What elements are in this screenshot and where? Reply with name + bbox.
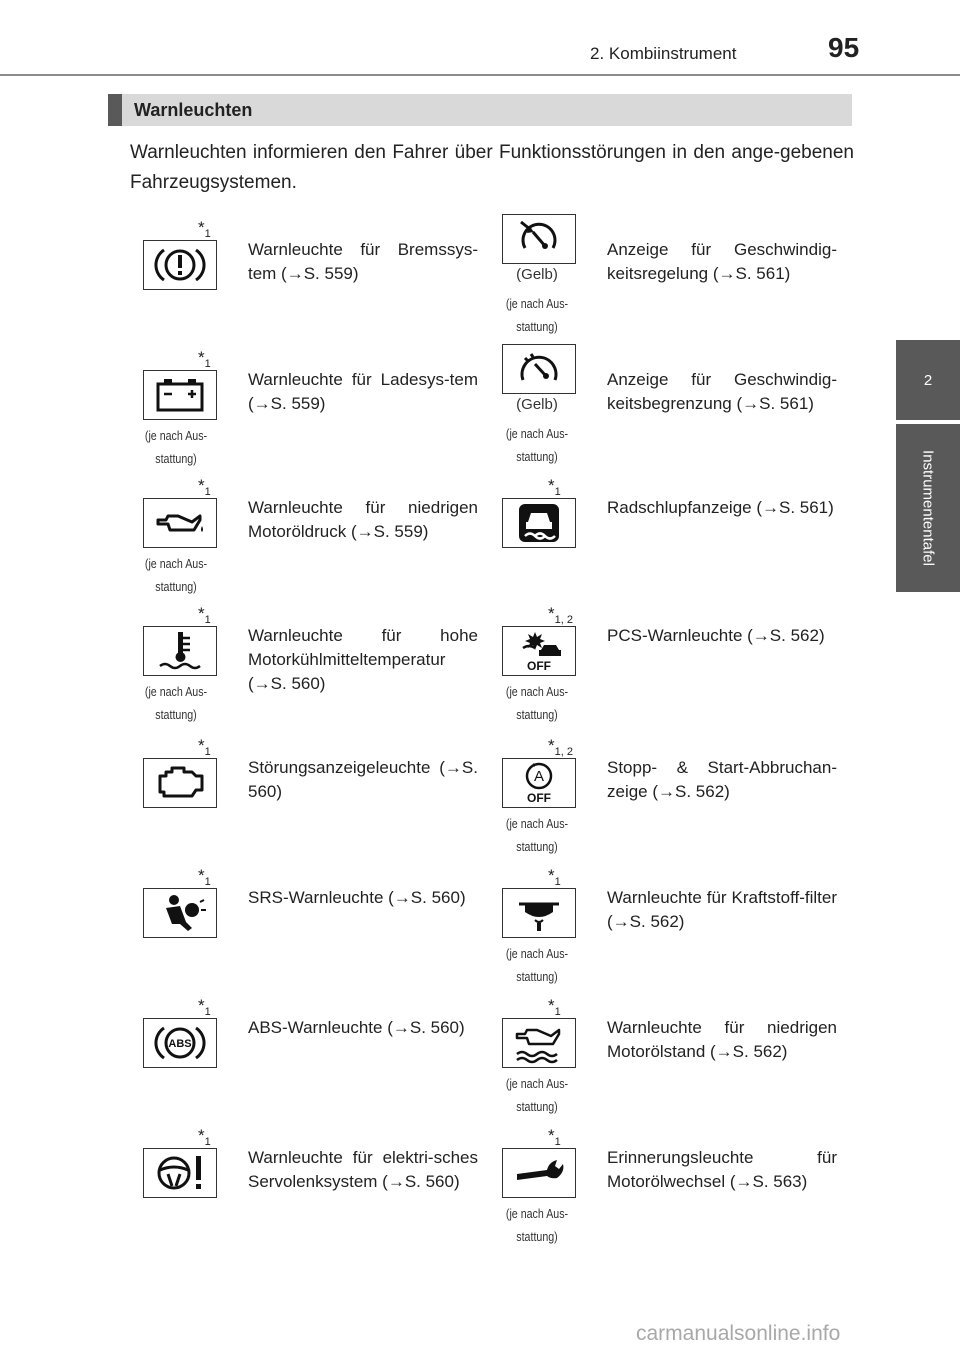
- warning-light-description: SRS-Warnleuchte (→S. 560): [248, 888, 466, 907]
- slip-indicator-icon-glyph: [511, 502, 567, 544]
- footnote-marker: [198, 218, 211, 238]
- footnote-star: *: [548, 476, 555, 495]
- warning-light-row: [0, 340, 896, 468]
- footnote-number: 1: [554, 1136, 561, 1148]
- footnote-star: *: [198, 348, 205, 367]
- cruise-control-icon-glyph: [511, 218, 567, 260]
- warning-light-description: Anzeige für Geschwindig-keitsregelung (→S. 561): [607, 240, 837, 283]
- footnote-number: 1: [554, 876, 561, 888]
- stop-start-off-icon-glyph: [511, 762, 567, 804]
- svg-text:OFF: OFF: [527, 659, 551, 672]
- footnote-marker: [548, 866, 561, 886]
- abs-icon: [143, 1018, 217, 1068]
- brake-warning-icon: [143, 240, 217, 290]
- low-oil-level-icon: [502, 1018, 576, 1068]
- availability-note: (je nach Aus-stattung): [505, 1206, 569, 1244]
- availability-note: (je nach Aus-stattung): [505, 1076, 569, 1114]
- power-steering-icon: [143, 1148, 217, 1198]
- footnote-star: *: [548, 604, 555, 623]
- availability-note: (je nach Aus-stattung): [505, 816, 569, 854]
- availability-note: (je nach Aus-stattung): [144, 556, 208, 594]
- airbag-icon-glyph: [152, 892, 208, 934]
- warning-light-row: [0, 988, 896, 1116]
- color-note: (Gelb): [516, 266, 558, 283]
- svg-text:A: A: [533, 768, 545, 785]
- brake-warning-icon-glyph: [152, 244, 208, 286]
- speed-limiter-icon-glyph: [511, 348, 567, 390]
- slip-indicator-icon: [502, 498, 576, 548]
- availability-note: (je nach Aus-stattung): [505, 426, 569, 464]
- footnote-number: 1: [554, 486, 561, 498]
- footnote-number: 1: [204, 876, 211, 888]
- footnote-marker: [548, 996, 561, 1016]
- footnote-star: *: [548, 996, 555, 1015]
- cruise-control-icon: [502, 214, 576, 264]
- warning-light-description: Warnleuchte für Ladesys-tem (→S. 559): [248, 370, 478, 413]
- watermark: carmanualsonline.info: [636, 1322, 841, 1345]
- airbag-icon: [143, 888, 217, 938]
- footnote-star: *: [198, 996, 205, 1015]
- wrench-icon-glyph: [511, 1152, 567, 1194]
- footnote-star: *: [198, 218, 205, 237]
- warning-light-description: Warnleuchte für Bremssys-tem (→S. 559): [248, 240, 478, 283]
- availability-note: (je nach Aus-stattung): [505, 296, 569, 334]
- footnote-marker: [198, 1126, 211, 1146]
- footnote-number: 1: [554, 1006, 561, 1018]
- footnote-marker: [198, 604, 211, 624]
- stop-start-off-icon: [502, 758, 576, 808]
- footnote-marker: [198, 476, 211, 496]
- header-rule: [0, 74, 960, 76]
- oil-pressure-icon: [143, 498, 217, 548]
- warning-light-description: PCS-Warnleuchte (→S. 562): [607, 626, 825, 645]
- warning-light-row: [0, 596, 896, 724]
- pcs-off-icon-glyph: [511, 630, 567, 672]
- svg-text:ABS: ABS: [168, 1038, 192, 1050]
- chapter-tab: [896, 424, 960, 592]
- low-oil-level-icon-glyph: [511, 1022, 567, 1064]
- warning-light-row: [0, 1118, 896, 1246]
- fuel-filter-icon-glyph: [511, 892, 567, 934]
- warning-light-description: Warnleuchte für elektri-sches Servolenksystem (→S. 560): [248, 1148, 478, 1191]
- footnote-marker: [548, 1126, 561, 1146]
- availability-note: (je nach Aus-stattung): [144, 428, 208, 466]
- warning-light-description: Warnleuchte für niedrigen Motorölstand (→S. 562): [607, 1018, 837, 1061]
- intro-paragraph: Warnleuchten informieren den Fahrer über Funktionsstörungen in den ange-gebenen Fahrzeugsystemen.: [130, 142, 854, 193]
- footnote-star: *: [548, 866, 555, 885]
- footnote-number: 1: [204, 486, 211, 498]
- warning-light-description: Stopp- & Start-Abbruchan-zeige (→S. 562): [607, 758, 837, 801]
- battery-charging-icon: [143, 370, 217, 420]
- availability-note: (je nach Aus-stattung): [505, 684, 569, 722]
- chapter-tab-number: 2: [896, 340, 960, 420]
- pcs-off-icon: [502, 626, 576, 676]
- coolant-temperature-icon: [143, 626, 217, 676]
- check-engine-icon: [143, 758, 217, 808]
- footnote-marker: [548, 736, 573, 756]
- coolant-temperature-icon-glyph: [152, 630, 208, 672]
- color-note: (Gelb): [516, 396, 558, 413]
- footnote-marker: [198, 736, 211, 756]
- section-heading: [108, 94, 852, 126]
- svg-text:OFF: OFF: [527, 791, 551, 804]
- power-steering-icon-glyph: [152, 1152, 208, 1194]
- page-number: 95: [828, 32, 860, 63]
- footnote-marker: [198, 866, 211, 886]
- warning-light-row: [0, 210, 896, 338]
- footnote-marker: [548, 604, 573, 624]
- warning-light-description: Warnleuchte für niedrigen Motoröldruck (→S. 559): [248, 498, 478, 541]
- availability-note: (je nach Aus-stattung): [505, 946, 569, 984]
- warning-light-description: Warnleuchte für Kraftstoff-filter (→S. 562): [607, 888, 837, 931]
- footnote-number: 1, 2: [554, 746, 573, 758]
- footnote-marker: [198, 996, 211, 1016]
- speed-limiter-icon: [502, 344, 576, 394]
- chapter-title: 2. Kombiinstrument: [590, 44, 737, 63]
- fuel-filter-icon: [502, 888, 576, 938]
- footnote-number: 1: [204, 746, 211, 758]
- footnote-star: *: [198, 604, 205, 623]
- footnote-number: 1: [204, 358, 211, 370]
- footnote-number: 1: [204, 228, 211, 240]
- warning-light-description: Störungsanzeigeleuchte (→S. 560): [248, 758, 478, 801]
- footnote-star: *: [548, 736, 555, 755]
- warning-light-description: Anzeige für Geschwindig-keitsbegrenzung (→S. 561): [607, 370, 837, 413]
- footnote-marker: [198, 348, 211, 368]
- footnote-number: 1: [204, 1006, 211, 1018]
- warning-light-description: ABS-Warnleuchte (→S. 560): [248, 1018, 465, 1037]
- footnote-star: *: [198, 476, 205, 495]
- section-title: Warnleuchten: [134, 100, 253, 120]
- warning-light-description: Erinnerungsleuchte für Motorölwechsel (→S. 563): [607, 1148, 837, 1191]
- footnote-number: 1, 2: [554, 614, 573, 626]
- abs-icon-glyph: [152, 1022, 208, 1064]
- warning-light-row: [0, 858, 896, 986]
- oil-pressure-icon-glyph: [152, 502, 208, 544]
- warning-light-row: [0, 728, 896, 856]
- wrench-icon: [502, 1148, 576, 1198]
- footnote-number: 1: [204, 1136, 211, 1148]
- warning-light-row: [0, 468, 896, 596]
- chapter-tab-label: Instrumententafel: [919, 450, 937, 566]
- footnote-number: 1: [204, 614, 211, 626]
- battery-charging-icon-glyph: [152, 374, 208, 416]
- warning-light-description: Radschlupfanzeige (→S. 561): [607, 498, 834, 517]
- footnote-marker: [548, 476, 561, 496]
- footnote-star: *: [198, 866, 205, 885]
- availability-note: (je nach Aus-stattung): [144, 684, 208, 722]
- footnote-star: *: [198, 1126, 205, 1145]
- footnote-star: *: [548, 1126, 555, 1145]
- footnote-star: *: [198, 736, 205, 755]
- warning-light-description: Warnleuchte für hohe Motorkühlmitteltemperatur (→S. 560): [248, 626, 478, 693]
- check-engine-icon-glyph: [152, 762, 208, 804]
